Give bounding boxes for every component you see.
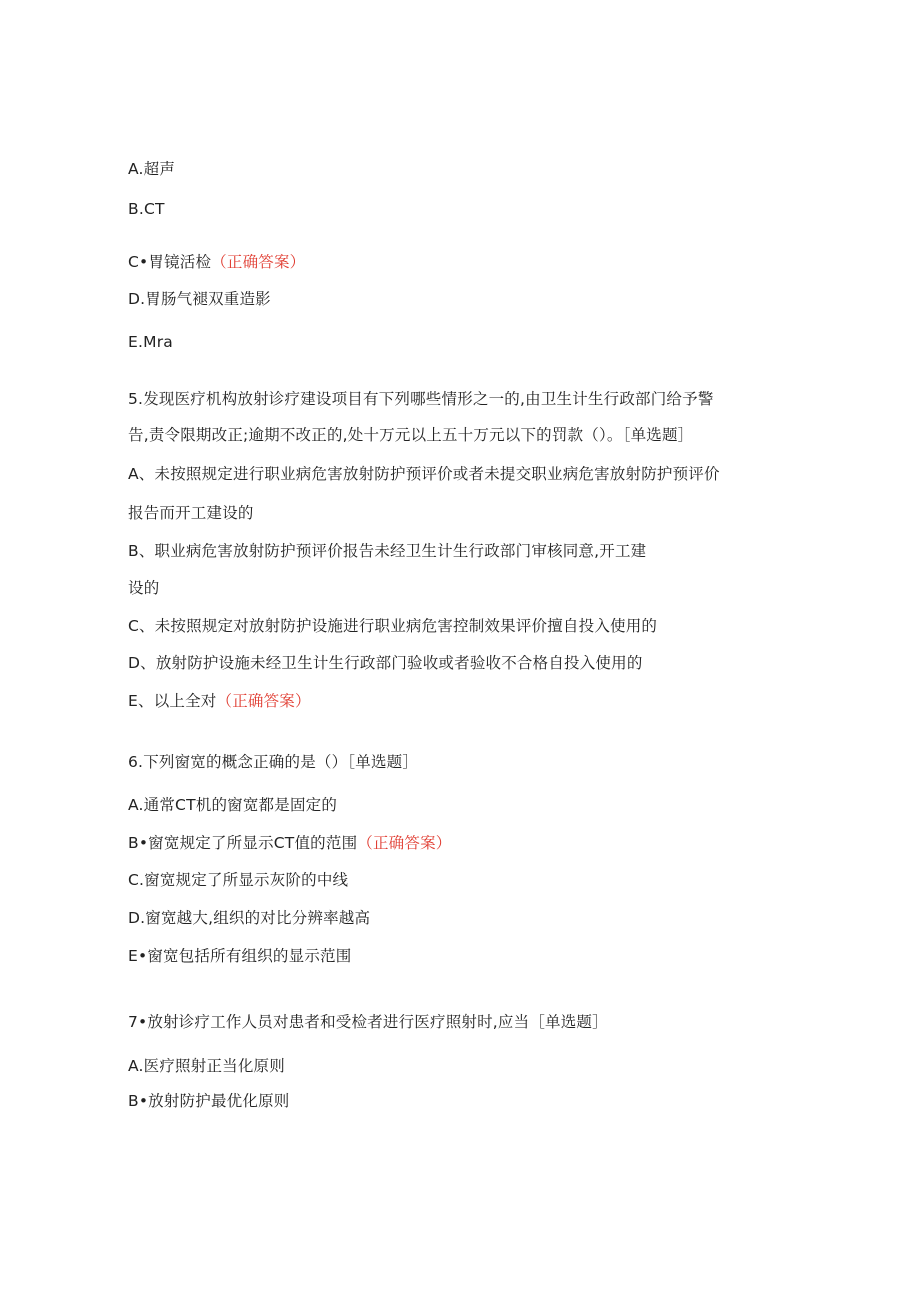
correct-answer-mark: （正确答案） [357, 834, 452, 852]
q7-option-b: B•放射防护最优化原则 [128, 1092, 290, 1110]
q5-stem-line-2: 告,责令限期改正;逾期不改正的,处十万元以上五十万元以下的罚款（）。［单选题］ [128, 426, 694, 444]
q5-stem-line-1: 5.发现医疗机构放射诊疗建设项目有下列哪些情形之一的,由卫生计生行政部门给予警 [128, 390, 714, 408]
q5-option-e [128, 691, 311, 711]
q5-option-d: D、放射防护设施未经卫生计生行政部门验收或者验收不合格自投入使用的 [128, 654, 643, 672]
q4-option-c [128, 252, 305, 272]
q7-stem: 7•放射诊疗工作人员对患者和受检者进行医疗照射时,应当［单选题］ [128, 1013, 608, 1031]
q4-option-e: E.Mra [128, 333, 173, 351]
q6-option-a: A.通常CT机的窗宽都是固定的 [128, 796, 338, 814]
q4-option-d: D.胃肠气褪双重造影 [128, 290, 271, 308]
q5-option-c: C、未按照规定对放射防护设施进行职业病危害控制效果评价擅自投入使用的 [128, 617, 658, 635]
q4-option-b: B.CT [128, 200, 165, 218]
q6-option-e: E•窗宽包括所有组织的显示范围 [128, 947, 352, 965]
q5-option-b-line-2: 设的 [128, 579, 160, 597]
q5-option-b-line-1: B、职业病危害放射防护预评价报告未经卫生计生行政部门审核同意,开工建 [128, 542, 647, 560]
q5-option-a-line-1: A、未按照规定进行职业病危害放射防护预评价或者未提交职业病危害放射防护预评价 [128, 465, 720, 483]
q5-option-e-text: E、以上全对 [128, 692, 217, 710]
q6-option-b-text: B•窗宽规定了所显示CT值的范围 [128, 834, 358, 852]
correct-answer-mark: （正确答案） [211, 253, 306, 271]
q5-option-a-line-2: 报告而开工建设的 [128, 504, 254, 522]
q6-option-d: D.窗宽越大,组织的对比分辨率越高 [128, 909, 371, 927]
q4-option-a: A.超声 [128, 160, 176, 178]
q6-option-b [128, 833, 451, 853]
q6-stem: 6.下列窗宽的概念正确的是（）［单选题］ [128, 753, 419, 771]
correct-answer-mark: （正确答案） [216, 692, 311, 710]
q6-option-c: C.窗宽规定了所显示灰阶的中线 [128, 871, 349, 889]
q4-option-c-text: C•胃镜活检 [128, 253, 212, 271]
q7-option-a: A.医疗照射正当化原则 [128, 1057, 285, 1075]
